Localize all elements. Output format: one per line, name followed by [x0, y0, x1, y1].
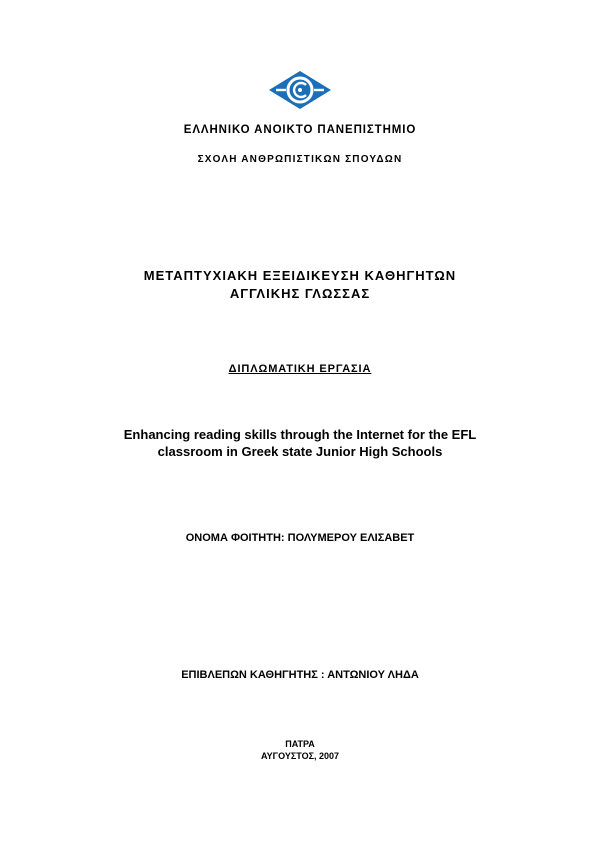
- thesis-title-line-1: Enhancing reading skills through the Internet for the EFL: [123, 427, 477, 442]
- logo-bar-right: [314, 89, 324, 91]
- program-title-line-1: ΜΕΤΑΠΤΥΧΙΑΚΗ ΕΞΕΙΔΙΚΕΥΣΗ ΚΑΘΗΓΗΤΩΝ: [143, 268, 457, 283]
- date: ΑΥΓΟΥΣΤΟΣ, 2007: [260, 751, 339, 761]
- university-logo-icon: [268, 70, 332, 110]
- city: ΠΑΤΡΑ: [285, 739, 315, 749]
- logo-bar-left: [276, 89, 286, 91]
- school-name: ΣΧΟΛΗ ΑΝΘΡΩΠΙΣΤΙΚΩΝ ΣΠΟΥΔΩΝ: [197, 154, 403, 165]
- supervisor-name: ΕΠΙΒΛΕΠΩΝ ΚΑΘΗΓΗΤΗΣ : ΑΝΤΩΝΙΟΥ ΛΗΔΑ: [181, 669, 419, 681]
- thesis-title-line-2: classroom in Greek state Junior High Schools: [157, 444, 443, 459]
- university-name: ΕΛΛΗΝΙΚΟ ΑΝΟΙΚΤΟ ΠΑΝΕΠΙΣΤΗΜΙΟ: [183, 124, 417, 136]
- document-type: ΔΙΠΛΩΜΑΤΙΚΗ ΕΡΓΑΣΙΑ: [228, 363, 372, 375]
- program-title-line-2: ΑΓΓΛΙΚΗΣ ΓΛΩΣΣΑΣ: [229, 286, 371, 301]
- logo-dot: [298, 88, 302, 92]
- student-name: ΟΝΟΜΑ ΦΟΙΤΗΤΗ: ΠΟΛΥΜΕΡΟΥ ΕΛΙΣΑΒΕΤ: [185, 532, 415, 544]
